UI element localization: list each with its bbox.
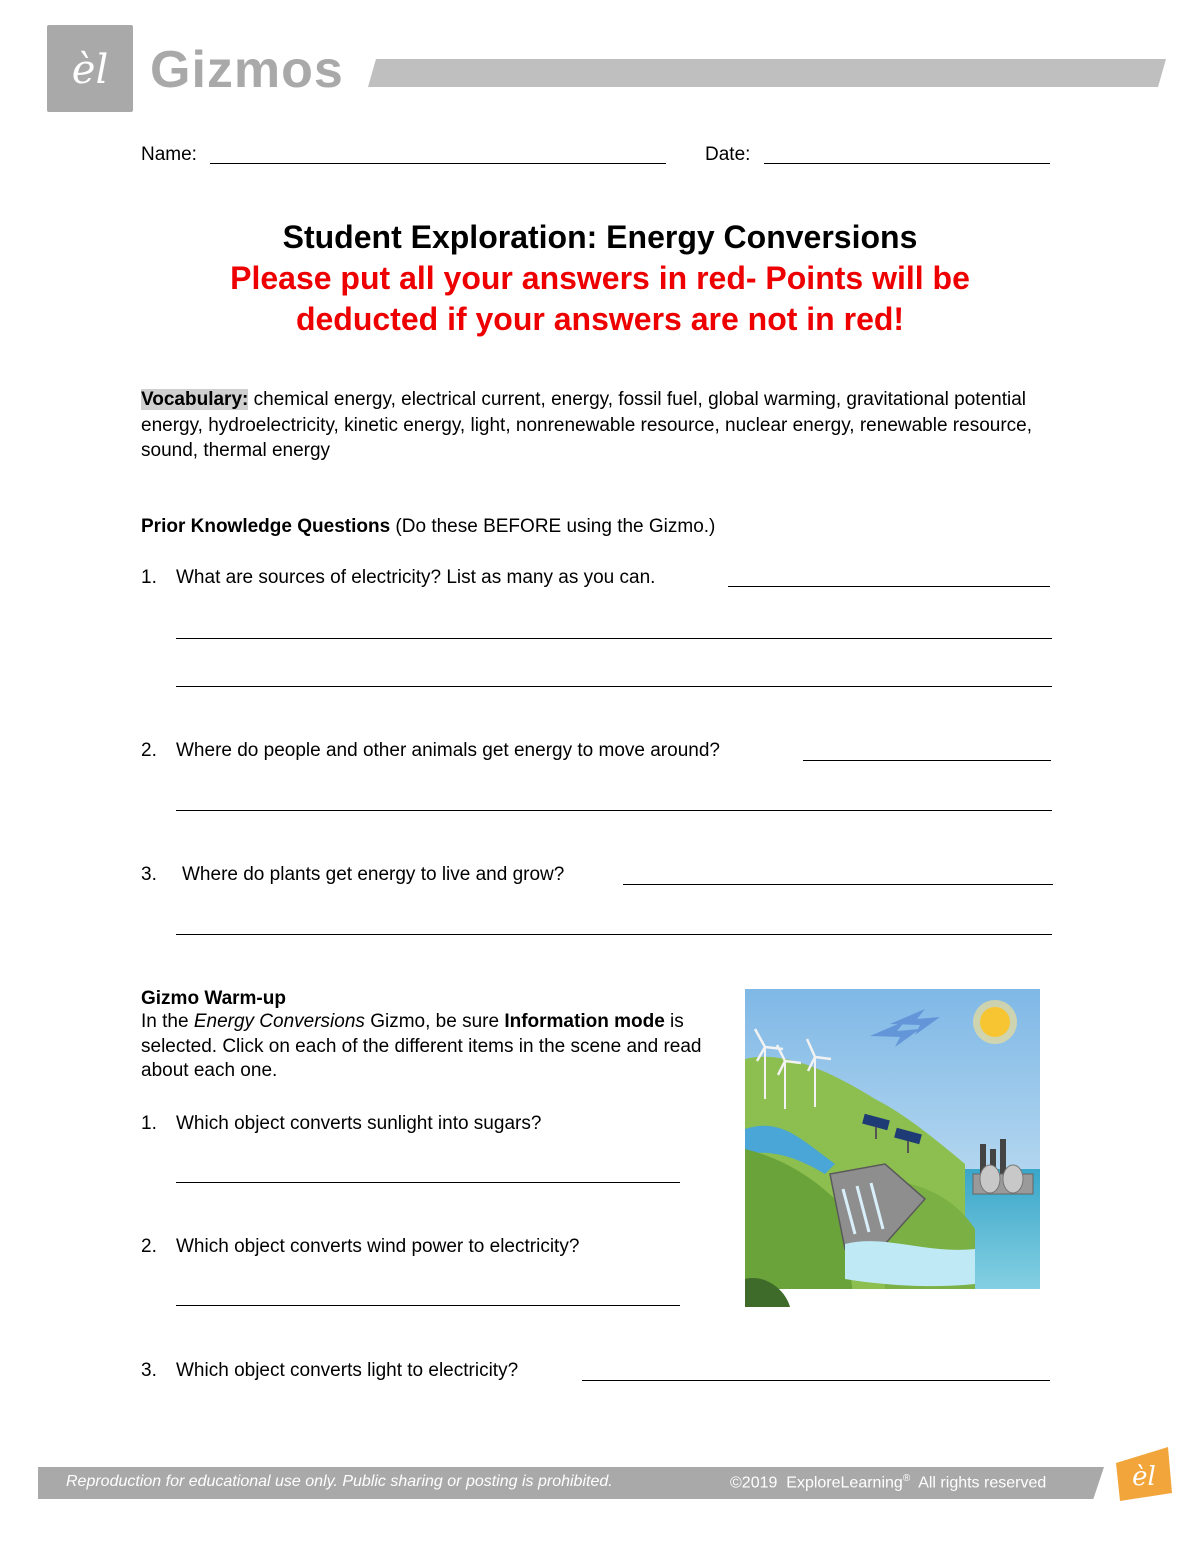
- pk-answer-1-line-1[interactable]: [728, 586, 1050, 587]
- pk-question-1: What are sources of electricity? List as many as you can.: [176, 567, 656, 588]
- warmup-question-number: 1.: [141, 1113, 157, 1134]
- pk-question-number: 1.: [141, 567, 157, 588]
- brand-name: Gizmos: [150, 41, 344, 99]
- warmup-question-2: Which object converts wind power to electricity?: [176, 1236, 580, 1257]
- warmup-question-number: 3.: [141, 1360, 157, 1381]
- pk-question-number: 3.: [141, 864, 157, 885]
- vocabulary-terms: chemical energy, electrical current, energy, fossil fuel, global warming, gravitational potential energy, hydroelectricity, kinetic energy, light, nonrenewable resource, nuclear energy, renewable resource, sound, thermal energy: [141, 389, 1033, 461]
- pk-question-3: Where do plants get energy to live and grow?: [182, 864, 565, 885]
- date-label: Date:: [705, 144, 751, 165]
- page-title: Student Exploration: Energy Conversions: [282, 219, 918, 255]
- pk-question-number: 2.: [141, 740, 157, 761]
- el-logo-icon: [47, 25, 133, 112]
- svg-text:èl: èl: [71, 47, 109, 93]
- warmup-question-number: 2.: [141, 1236, 157, 1257]
- pk-question-2: Where do people and other animals get energy to move around?: [176, 740, 720, 761]
- pk-answer-2-line-2[interactable]: [176, 810, 1052, 811]
- warmup-question-1: Which object converts sunlight into sugars?: [176, 1113, 542, 1134]
- warmup-answer-2[interactable]: [176, 1305, 680, 1306]
- pk-answer-1-line-3[interactable]: [176, 686, 1052, 687]
- vocabulary-paragraph: [141, 387, 1041, 464]
- logo-badge: [47, 25, 133, 112]
- sun-icon: [980, 1007, 1010, 1037]
- instruction-line-1: Please put all your answers in red- Points will be: [230, 260, 970, 296]
- pk-answer-1-line-2[interactable]: [176, 638, 1052, 639]
- vocabulary-label: Vocabulary:: [141, 389, 249, 410]
- warmup-answer-1[interactable]: [176, 1182, 680, 1183]
- instruction-line-2: deducted if your answers are not in red!: [295, 301, 905, 337]
- explorelearning-logo-icon: [1106, 1443, 1176, 1503]
- svg-text:èl: èl: [1132, 1462, 1156, 1492]
- pk-answer-3-line-1[interactable]: [623, 884, 1053, 885]
- name-field[interactable]: [210, 163, 666, 164]
- date-field[interactable]: [764, 163, 1050, 164]
- pk-answer-3-line-2[interactable]: [176, 934, 1052, 935]
- energy-scene-image: [745, 989, 1040, 1307]
- warmup-question-3: Which object converts light to electricity?: [176, 1360, 519, 1381]
- warmup-intro: In the Energy Conversions Gizmo, be sure Information mode is selected. Click on each of the different items in the scene and read about each one.: [141, 1011, 702, 1081]
- ground-base: [745, 1289, 1040, 1307]
- footer-copyright: ©2019 ExploreLearning® All rights reserved: [730, 1473, 1047, 1492]
- energy-scene-illustration: [745, 989, 1040, 1307]
- warmup-heading: Gizmo Warm-up: [141, 988, 286, 1009]
- prior-knowledge-heading: Prior Knowledge Questions (Do these BEFORE using the Gizmo.): [141, 516, 716, 537]
- header-bar: [368, 59, 1166, 87]
- footer-notice: Reproduction for educational use only. Public sharing or posting is prohibited.: [66, 1473, 613, 1490]
- name-label: Name:: [141, 144, 197, 165]
- pk-answer-2-line-1[interactable]: [803, 760, 1051, 761]
- warmup-answer-3[interactable]: [582, 1380, 1050, 1381]
